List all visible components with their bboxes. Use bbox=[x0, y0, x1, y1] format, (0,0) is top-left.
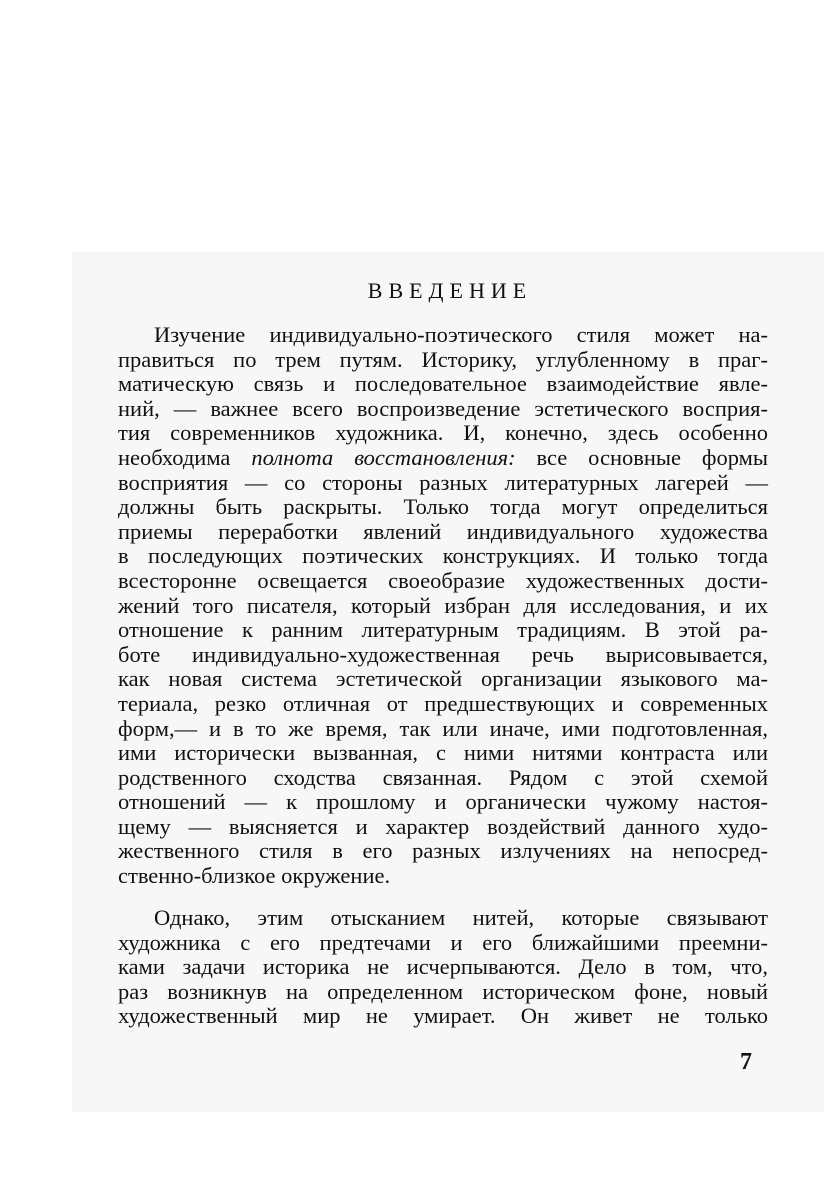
text-line: матическую связь и последовательное взаимодействие явле- bbox=[118, 371, 768, 397]
page-number: 7 bbox=[740, 1049, 752, 1075]
text-line-with-emphasis bbox=[118, 446, 768, 471]
text-fragment: необходима bbox=[118, 444, 231, 470]
text-line: раз возникнув на определенном историческом фоне, новый bbox=[118, 978, 768, 1004]
text-line: Однако, этим отысканием нитей, которые связывают bbox=[154, 905, 768, 930]
text-line: в последующих поэтических конструкциях. И только тогда bbox=[118, 543, 768, 569]
paragraph-1 bbox=[118, 323, 768, 889]
text-line: отношений — к прошлому и органически чужому настоя- bbox=[118, 789, 768, 815]
text-line: приемы переработки явлений индивидуального художества bbox=[118, 518, 768, 544]
text-line: ственно-близкое окружение. bbox=[118, 863, 391, 889]
text-line: художественный мир не умирает. Он живет не только bbox=[118, 1003, 768, 1029]
emphasis-text: полнота восстановления: bbox=[251, 444, 516, 470]
paragraph-2 bbox=[118, 906, 768, 1029]
text-line: ками задачи историка не исчерпываются. Дело в том, что, bbox=[118, 954, 768, 980]
text-line: должны быть раскрыты. Только тогда могут определиться bbox=[118, 494, 768, 520]
text-line: ний, — важнее всего воспроизведение эстетического восприя- bbox=[118, 395, 768, 421]
text-line: художника с его предтечами и его ближайшими преемни- bbox=[118, 929, 768, 955]
text-line: отношение к ранним литературным традициям. В этой ра- bbox=[118, 617, 768, 643]
text-line: боте индивидуально-художественная речь вырисовывается, bbox=[118, 641, 768, 667]
text-line: ими исторически вызванная, с ними нитями контраста или bbox=[118, 740, 768, 766]
text-line: всесторонне освещается своеобразие художественных дости- bbox=[118, 567, 768, 593]
text-line: щему — выясняется и характер воздействий данного худо- bbox=[118, 813, 768, 839]
text-line: териала, резко отличная от предшествующих и современных bbox=[118, 690, 768, 716]
text-line: родственного сходства связанная. Рядом с этой схемой bbox=[118, 764, 768, 790]
text-line: восприятия — со стороны разных литературных лагерей — bbox=[118, 469, 768, 495]
text-line: тия современников художника. И, конечно, здесь особенно bbox=[118, 420, 768, 446]
text-fragment: все основные формы bbox=[536, 444, 769, 470]
chapter-heading: ВВЕДЕНИЕ bbox=[367, 278, 533, 303]
text-line: жений того писателя, который избран для исследования, и их bbox=[118, 592, 768, 618]
text-line: жественного стиля в его разных излучениях на непосред- bbox=[118, 838, 768, 864]
text-line: форм,— и в то же время, так или иначе, ими подготовленная, bbox=[118, 715, 768, 741]
text-line: Изучение индивидуально-поэтического стиля может на- bbox=[154, 322, 768, 347]
text-line: правиться по трем путям. Историку, углубленному в праг- bbox=[118, 346, 768, 372]
text-line: как новая система эстетической организации языкового ма- bbox=[118, 666, 768, 692]
